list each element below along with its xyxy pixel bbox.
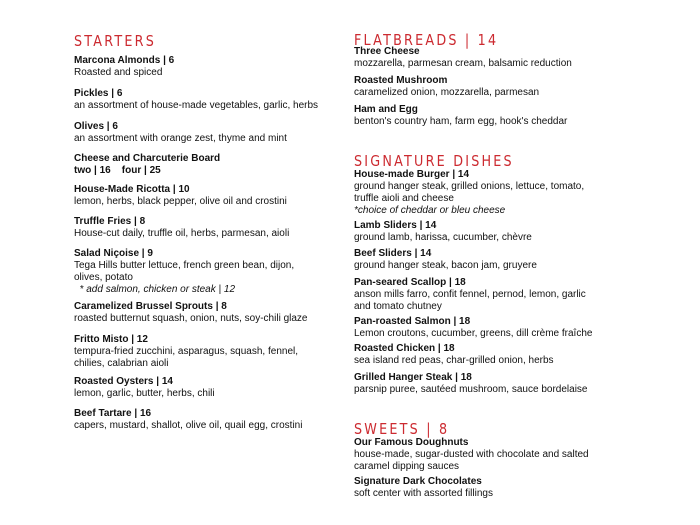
item-desc: caramelized onion, mozzarella, parmesan bbox=[354, 87, 540, 98]
item-price-options: two | 16 four | 25 bbox=[74, 165, 161, 176]
item-desc: ground lamb, harissa, cucumber, chèvre bbox=[354, 232, 532, 243]
menu-item bbox=[74, 334, 336, 370]
menu-item bbox=[74, 55, 336, 79]
menu-item bbox=[354, 46, 654, 70]
item-desc: and tomato chutney bbox=[354, 301, 442, 312]
starters-title: STARTERS bbox=[74, 32, 157, 50]
menu-item bbox=[354, 104, 654, 128]
item-desc: mozzarella, parmesan cream, balsamic reduction bbox=[354, 58, 572, 69]
item-name: Roasted Oysters | 14 bbox=[74, 376, 173, 387]
item-desc: roasted butternut squash, onion, nuts, soy-chili glaze bbox=[74, 313, 308, 324]
item-name: Truffle Fries | 8 bbox=[74, 216, 146, 227]
signature-dishes-title: SIGNATURE DISHES bbox=[354, 152, 514, 170]
item-desc: chilies, calabrian aioli bbox=[74, 358, 169, 369]
item-desc: ground hanger steak, grilled onions, lettuce, tomato, bbox=[354, 181, 585, 192]
item-desc: house-made, sugar-dusted with chocolate and salted bbox=[354, 449, 589, 460]
item-desc: sea island red peas, char-grilled onion, herbs bbox=[354, 355, 554, 366]
item-desc: caramel dipping sauces bbox=[354, 461, 460, 472]
menu-item bbox=[74, 121, 336, 145]
item-name: Ham and Egg bbox=[354, 104, 418, 115]
item-desc: an assortment with orange zest, thyme and mint bbox=[74, 133, 287, 144]
item-name: Roasted Chicken | 18 bbox=[354, 343, 455, 354]
sweets-title: SWEETS | 8 bbox=[354, 420, 450, 438]
item-desc: parsnip puree, sautéed mushroom, sauce bordelaise bbox=[354, 384, 588, 395]
item-desc: benton's country ham, farm egg, hook's cheddar bbox=[354, 116, 568, 127]
item-desc: lemon, garlic, butter, herbs, chili bbox=[74, 388, 215, 399]
item-name: Three Cheese bbox=[354, 46, 420, 57]
item-note: *choice of cheddar or bleu cheese bbox=[354, 205, 506, 216]
item-name: Beef Sliders | 14 bbox=[354, 248, 432, 259]
menu-item bbox=[74, 248, 336, 296]
item-desc: anson mills farro, confit fennel, pernod, lemon, garlic bbox=[354, 289, 586, 300]
menu-item bbox=[74, 153, 336, 177]
item-name: House-Made Ricotta | 10 bbox=[74, 184, 190, 195]
item-desc: ground hanger steak, bacon jam, gruyere bbox=[354, 260, 537, 271]
item-name: Lamb Sliders | 14 bbox=[354, 220, 437, 231]
item-desc: House-cut daily, truffle oil, herbs, parmesan, aioli bbox=[74, 228, 290, 239]
item-name: Our Famous Doughnuts bbox=[354, 437, 469, 448]
menu-item bbox=[354, 169, 654, 217]
item-name: Pan-roasted Salmon | 18 bbox=[354, 316, 471, 327]
item-desc: lemon, herbs, black pepper, olive oil and crostini bbox=[74, 196, 287, 207]
menu-item bbox=[74, 408, 336, 432]
item-desc: an assortment of house-made vegetables, garlic, herbs bbox=[74, 100, 319, 111]
flatbreads-title: FLATBREADS | 14 bbox=[354, 31, 499, 49]
menu-item bbox=[354, 316, 654, 340]
item-desc: Roasted and spiced bbox=[74, 67, 163, 78]
item-name: Caramelized Brussel Sprouts | 8 bbox=[74, 301, 227, 312]
item-name: Marcona Almonds | 6 bbox=[74, 55, 175, 66]
item-name: Roasted Mushroom bbox=[354, 75, 448, 86]
item-name: Signature Dark Chocolates bbox=[354, 476, 482, 487]
item-desc: Tega Hills butter lettuce, french green bean, dijon, bbox=[74, 260, 295, 271]
menu-item bbox=[354, 437, 654, 473]
item-name: Beef Tartare | 16 bbox=[74, 408, 152, 419]
menu-item bbox=[354, 372, 654, 396]
item-desc: olives, potato bbox=[74, 272, 133, 283]
menu-item bbox=[354, 476, 654, 500]
item-name: Pickles | 6 bbox=[74, 88, 123, 99]
menu-item bbox=[354, 343, 654, 367]
item-name: Pan-seared Scallop | 18 bbox=[354, 277, 466, 288]
menu-item bbox=[354, 277, 654, 313]
item-name: Cheese and Charcuterie Board bbox=[74, 153, 221, 164]
item-desc: Lemon croutons, cucumber, greens, dill crème fraîche bbox=[354, 328, 593, 339]
menu-item bbox=[74, 216, 336, 240]
item-desc: truffle aioli and cheese bbox=[354, 193, 454, 204]
item-desc: soft center with assorted fillings bbox=[354, 488, 493, 499]
menu-item bbox=[74, 301, 336, 325]
item-note: * add salmon, chicken or steak | 12 bbox=[74, 284, 236, 295]
menu-item bbox=[354, 248, 654, 272]
item-name: Olives | 6 bbox=[74, 121, 118, 132]
item-desc: capers, mustard, shallot, olive oil, quail egg, crostini bbox=[74, 420, 303, 431]
item-desc: tempura-fried zucchini, asparagus, squash, fennel, bbox=[74, 346, 299, 357]
menu-item bbox=[354, 75, 654, 99]
menu-item bbox=[74, 184, 336, 208]
menu-item bbox=[74, 376, 336, 400]
item-name: Fritto Misto | 12 bbox=[74, 334, 148, 345]
item-name: Grilled Hanger Steak | 18 bbox=[354, 372, 472, 383]
item-name: House-made Burger | 14 bbox=[354, 169, 470, 180]
item-name: Salad Niçoise | 9 bbox=[74, 248, 153, 259]
menu-item bbox=[354, 220, 654, 244]
menu-item bbox=[74, 88, 336, 112]
